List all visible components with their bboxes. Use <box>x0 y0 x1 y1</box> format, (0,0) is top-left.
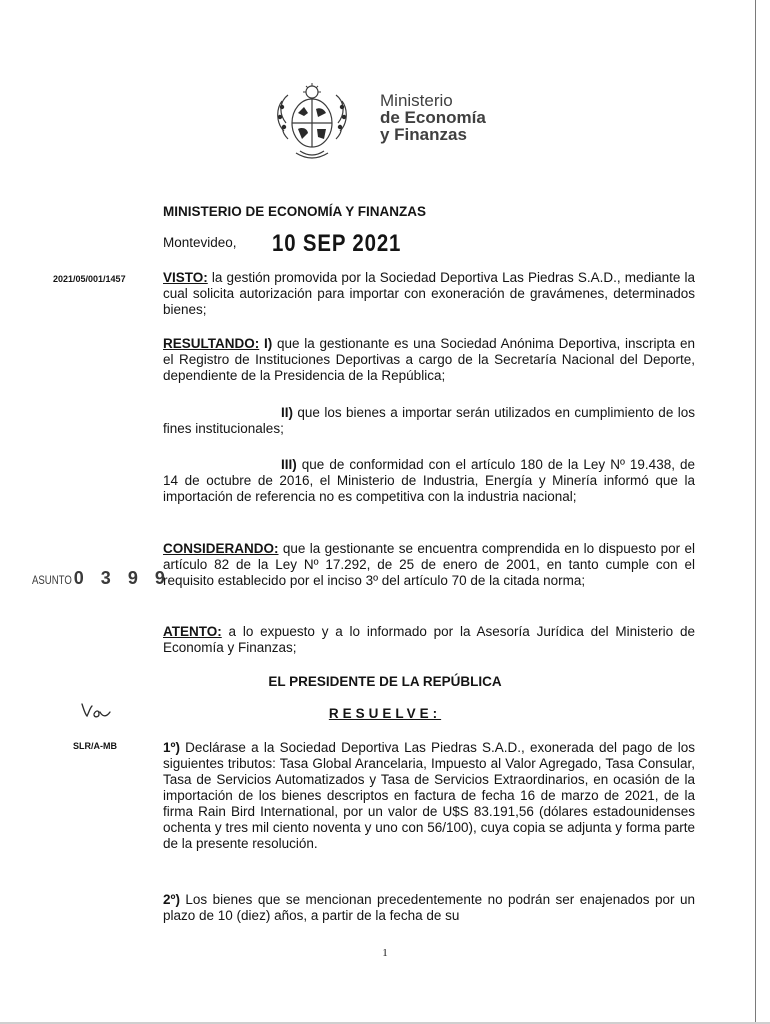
asunto-number: 0 3 9 9 <box>73 568 171 588</box>
ministry-name-line2: de Economía <box>380 108 486 127</box>
file-reference: 2021/05/001/1457 <box>53 274 126 284</box>
page-number: 1 <box>382 947 388 959</box>
resultando-iii-text: que de conformidad con el artículo 180 de la Ley Nº 19.438, de 14 de octubre de 2016, el Ministerio de Industria, Energía y Minería informó que la importación de referencia no es competitiva con la industria nacional; <box>163 457 695 504</box>
resultando-paragraph <box>163 336 695 384</box>
atento-paragraph <box>163 624 695 656</box>
article-1-text: Declárase a la Sociedad Deportiva Las Piedras S.A.D., exonerada del pago de los siguientes tributos: Tasa Global Arancelaria, Impuesto al Valor Agregado, Tasa Consular, Tasa de Servicios Automatizados y Tasa de Servicios Extraordinarios, en ocasión de la importación de los bienes descriptos en factura de fecha 16 de marzo de 2021, de la firma Rain Bird International, por un valor de U$S 83.191,56 (dólares estadounidenses ochenta y tres mil ciento noventa y uno con 56/100), cuya copia se adjunta y forma parte de la presente resolución. <box>163 740 695 851</box>
city-label: Montevideo, <box>163 235 237 250</box>
resultando-i-text: que la gestionante es una Sociedad Anónima Deportiva, inscripta en el Registro de Instituciones Deportivas a cargo de la Secretaría Nacional del Deporte, dependiente de la Presidencia de la República; <box>163 336 695 383</box>
resultando-ii-paragraph <box>163 405 695 437</box>
visto-paragraph <box>163 270 695 318</box>
considerando-text: que la gestionante se encuentra comprendida en lo dispuesto por el artículo 82 de la Ley Nº 17.292, de 25 de enero de 2001, en tanto cumple con el requisito establecido por el inciso 3º del artículo 70 de la citada norma; <box>163 541 695 588</box>
scan-edge-line <box>755 0 756 1024</box>
president-heading: EL PRESIDENTE DE LA REPÚBLICA <box>268 674 502 689</box>
atento-label: ATENTO: <box>163 624 222 639</box>
resultando-i-number: I) <box>259 336 273 351</box>
asunto-stamp <box>32 568 171 589</box>
article-2-paragraph <box>163 892 695 924</box>
date-stamp: 10 SEP 2021 <box>272 230 402 257</box>
article-1-paragraph <box>163 740 695 852</box>
ministry-name-line3: y Finanzas <box>380 125 467 144</box>
considerando-label: CONSIDERANDO: <box>163 541 279 556</box>
article-2-number: 2º) <box>163 892 180 907</box>
considerando-paragraph <box>163 541 695 589</box>
resultando-ii-text: que los bienes a importar serán utilizados en cumplimiento de los fines institucionales; <box>163 405 695 436</box>
author-code: SLR/A-MB <box>73 741 117 751</box>
visto-text: la gestión promovida por la Sociedad Deportiva Las Piedras S.A.D., mediante la cual solicita autorización para importar con exoneración de gravámenes, determinados bienes; <box>163 270 695 317</box>
article-2-text: Los bienes que se mencionan precedentemente no podrán ser enajenados por un plazo de 10 (diez) años, a partir de la fecha de su <box>163 892 695 923</box>
resultando-label: RESULTANDO: <box>163 336 260 351</box>
resultando-ii-number: II) <box>281 405 293 420</box>
ministry-wordmark <box>380 92 486 143</box>
article-1-number: 1º) <box>163 740 180 755</box>
coat-of-arms-icon <box>274 83 350 161</box>
visto-label: VISTO: <box>163 270 208 285</box>
atento-text: a lo expuesto y a lo informado por la Asesoría Jurídica del Ministerio de Economía y Finanzas; <box>163 624 695 655</box>
asunto-label: ASUNTO <box>32 573 72 587</box>
ministry-name-line1: Ministerio <box>380 91 453 110</box>
document-heading: MINISTERIO DE ECONOMÍA Y FINANZAS <box>163 204 427 219</box>
resuelve-heading: RESUELVE: <box>328 706 442 721</box>
resultando-iii-number: III) <box>281 457 297 472</box>
resultando-iii-paragraph <box>163 457 695 505</box>
